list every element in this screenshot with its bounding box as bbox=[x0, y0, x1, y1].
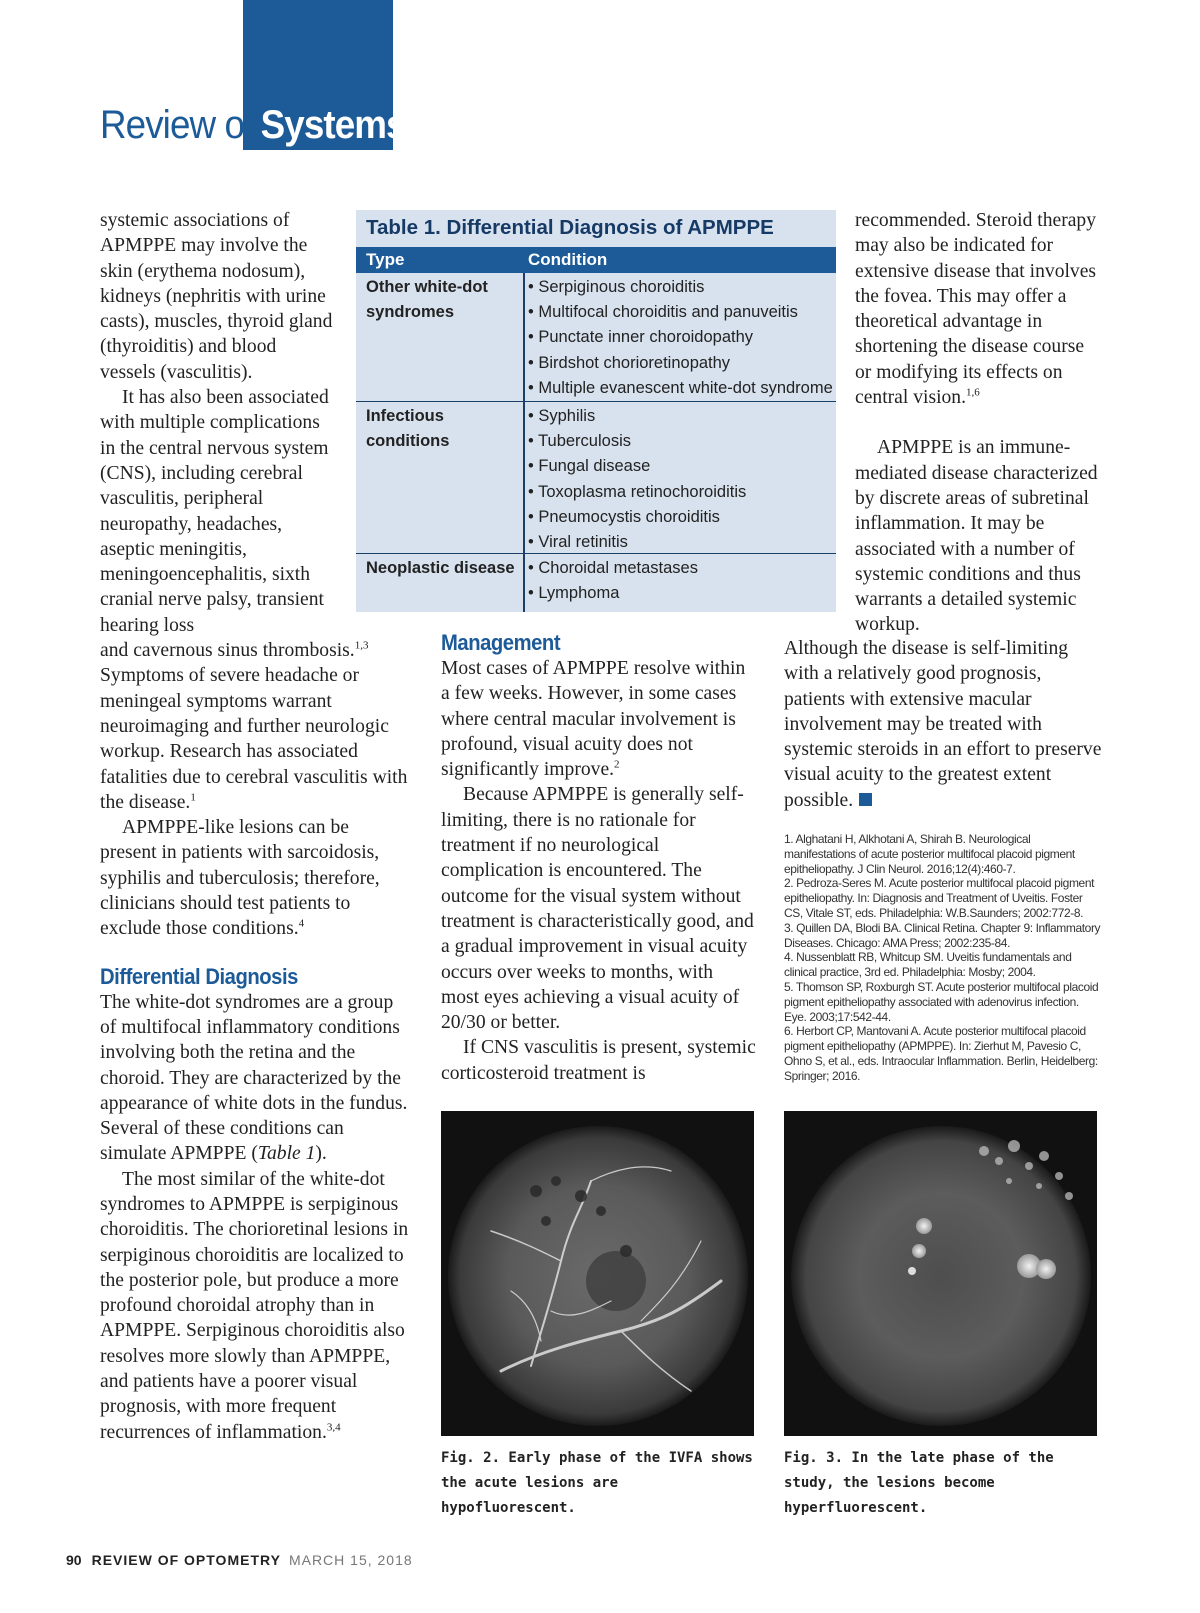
paragraph: systemic associations of APMPPE may involve the skin (erythema nodosum), kidneys (nephritis with urine casts), muscles, thyroid gland (thyroiditis) and blood vessels (vasculitis). bbox=[100, 210, 333, 383]
differential-diagnosis-heading: Differential Diagnosis bbox=[100, 963, 298, 989]
paragraph: APMPPE is an immune-mediated disease characterized by discrete areas of subretinal inflammation. It may be associated with a number of systemic conditions and thus warrants a detailed systemic workup. bbox=[855, 437, 1098, 636]
citation: 1 bbox=[190, 791, 196, 804]
condition-item: • Viral retinitis bbox=[528, 533, 628, 552]
references-list bbox=[784, 832, 1104, 1084]
table-row bbox=[356, 273, 836, 401]
paragraph: recommended. Steroid therapy may also be indicated for extensive disease that involves the fovea. This may offer a theoretical advantage in shortening the disease course or modifying its effects on central vision.$^{1,6}$ bbox=[855, 210, 1097, 409]
page-footer bbox=[66, 1552, 413, 1568]
end-of-article-mark bbox=[859, 793, 872, 806]
condition-item: • Tuberculosis bbox=[528, 432, 631, 451]
citation: 4 bbox=[298, 917, 305, 930]
table-title: Table 1. Differential Diagnosis of APMPPE bbox=[366, 216, 774, 239]
condition-item: • Pneumocystis choroiditis bbox=[528, 507, 720, 526]
section-title-main: Systems bbox=[260, 103, 406, 147]
reference-item: 6. Herbort CP, Mantovani A. Acute posterior multifocal placoid pigment epitheliopathy (APMPPE). In: Zierhut M, Pavesio C, Ohno S, et al., eds. Intraocular Inflammation. Berlin, Heidelberg: Springer; 2016. bbox=[784, 1024, 1098, 1083]
reference-item: 2. Pedroza-Seres M. Acute posterior multifocal placoid pigment epitheliopathy. In: Diagnosis and Treatment of Uveitis. Foster CS, Vitale ST, eds. Philadelphia: W.B.Saunders; 2002:772-8. bbox=[784, 876, 1095, 920]
figure-3-image bbox=[784, 1111, 1097, 1436]
publication-name: REVIEW OF OPTOMETRY bbox=[91, 1552, 281, 1568]
citation: 1,6 bbox=[966, 386, 980, 399]
condition-item: • Punctate inner choroidopathy bbox=[528, 328, 754, 347]
column-3 bbox=[855, 208, 1105, 638]
table-header bbox=[356, 247, 836, 273]
citation: 3,4 bbox=[326, 1421, 341, 1434]
condition-item: • Fungal disease bbox=[528, 457, 651, 476]
table-header-condition: Condition bbox=[528, 250, 608, 269]
table-cell-conditions bbox=[528, 556, 698, 606]
condition-item: • Multiple evanescent white-dot syndrome bbox=[528, 378, 833, 397]
paragraph: It has also been associated with multiple complications in the central nervous system (CNS), including cerebral vasculitis, peripheral neuropathy, headaches, aseptic meningitis, meningoencephalitis, sixth cranial nerve palsy, transient hearing loss bbox=[100, 387, 329, 636]
reference-item: 1. Alghatani H, Alkhotani A, Shirah B. Neurological manifestations of acute posterior multifocal placoid pigment epitheliopathy. J Clin Neurol. 2016;12(4):460-7. bbox=[784, 832, 1075, 876]
column-3-continued bbox=[784, 636, 1104, 813]
citation: 1,3 bbox=[354, 639, 369, 652]
condition-item: • Lymphoma bbox=[528, 584, 620, 603]
column-2 bbox=[441, 630, 756, 1086]
paragraph: The white-dot syndromes are a group of multifocal inflammatory conditions involving both the retina and the choroid. They are characterized by the appearance of white dots in the fundus. Several of these conditions can simulate APMPPE (Table 1). bbox=[100, 991, 408, 1165]
table-row bbox=[356, 401, 836, 554]
table-cell-type: Neoplastic disease bbox=[366, 559, 515, 577]
table-cell-conditions bbox=[528, 275, 833, 401]
management-heading: Management bbox=[441, 630, 561, 655]
table-header-type: Type bbox=[366, 250, 405, 269]
figure-2-caption: Fig. 2. Early phase of the IVFA shows the acute lesions are hypofluorescent. bbox=[441, 1450, 753, 1516]
condition-item: • Syphilis bbox=[528, 407, 596, 425]
paragraph: Although the disease is self-limiting with a relatively good prognosis, patients with extensive macular involvement may be treated with systemic steroids in an effort to preserve visual acuity to the greatest extent possible. bbox=[784, 638, 1102, 811]
condition-item: • Multifocal choroiditis and panuveitis bbox=[528, 303, 798, 322]
paragraph: Most cases of APMPPE resolve within a few weeks. However, in some cases where central macular involvement is profound, visual acuity does not significantly improve.$^2$ bbox=[441, 658, 746, 781]
condition-item: • Toxoplasma retinochoroiditis bbox=[528, 482, 747, 501]
figure-3-caption: Fig. 3. In the late phase of the study, the lesions become hyperfluorescent. bbox=[784, 1450, 1054, 1516]
page-number: 90 bbox=[66, 1552, 82, 1568]
paragraph: If CNS vasculitis is present, systemic corticosteroid treatment is bbox=[441, 1037, 756, 1084]
reference-item: 3. Quillen DA, Blodi BA. Clinical Retina. Chapter 9: Inflammatory Diseases. Chicago: AMA Press; 2002:235-84. bbox=[784, 920, 1101, 950]
table-cell-type: Other white-dot syndromes bbox=[366, 278, 488, 321]
paragraph: and cavernous sinus thrombosis.$^{1,3}$ Symptoms of severe headache or meningeal symptoms warrant neuroimaging and further neurologic workup. Research has associated fatalities due to cerebral vasculitis with the disease.$^1$ bbox=[100, 639, 408, 813]
table-row bbox=[356, 553, 836, 613]
citation: 2 bbox=[614, 758, 620, 771]
section-title-prefix: Review of bbox=[100, 103, 254, 147]
condition-item: • Birdshot chorioretinopathy bbox=[528, 353, 731, 372]
issue-date: MARCH 15, 2018 bbox=[288, 1552, 413, 1568]
paragraph: The most similar of the white-dot syndromes to APMPPE is serpiginous choroiditis. The chorioretinal lesions in serpiginous choroiditis are localized to the posterior pole, but produce a more profound choroidal atrophy than in APMPPE. Serpiginous choroiditis also resolves more slowly than APMPPE, and patients have a poorer visual prognosis, with more frequent recurrences of inflammation.$^{3,4}$ bbox=[100, 1168, 409, 1443]
differential-diagnosis-table bbox=[356, 210, 836, 612]
reference-item: 4. Nussenblatt RB, Whitcup SM. Uveitis fundamentals and clinical practice, 3rd ed. Philadelphia: Mosby; 2004. bbox=[784, 950, 1072, 980]
condition-item: • Serpiginous choroiditis bbox=[528, 278, 705, 296]
paragraph: APMPPE-like lesions can be present in patients with sarcoidosis, syphilis and tuberculosis; therefore, clinicians should test patients to exclude those conditions.$^4$ bbox=[100, 817, 380, 940]
table-cell-type: Infectious conditions bbox=[366, 407, 450, 450]
paragraph: Because APMPPE is generally self-limiting, there is no rationale for treatment if no neurological complication is encountered. The outcome for the visual system without treatment is characteristically good, and a gradual improvement in visual acuity occurs over weeks to months, with most eyes achieving a visual acuity of 20/30 or better. bbox=[441, 784, 754, 1034]
condition-item: • Choroidal metastases bbox=[528, 559, 698, 577]
reference-item: 5. Thomson SP, Roxburgh ST. Acute posterior multifocal placoid pigment epitheliopathy associated with adenovirus infection. Eye. 2003;17:542-44. bbox=[784, 979, 1099, 1024]
figure-2-image bbox=[441, 1111, 754, 1436]
section-title bbox=[100, 100, 406, 150]
table-cell-conditions bbox=[528, 404, 746, 555]
